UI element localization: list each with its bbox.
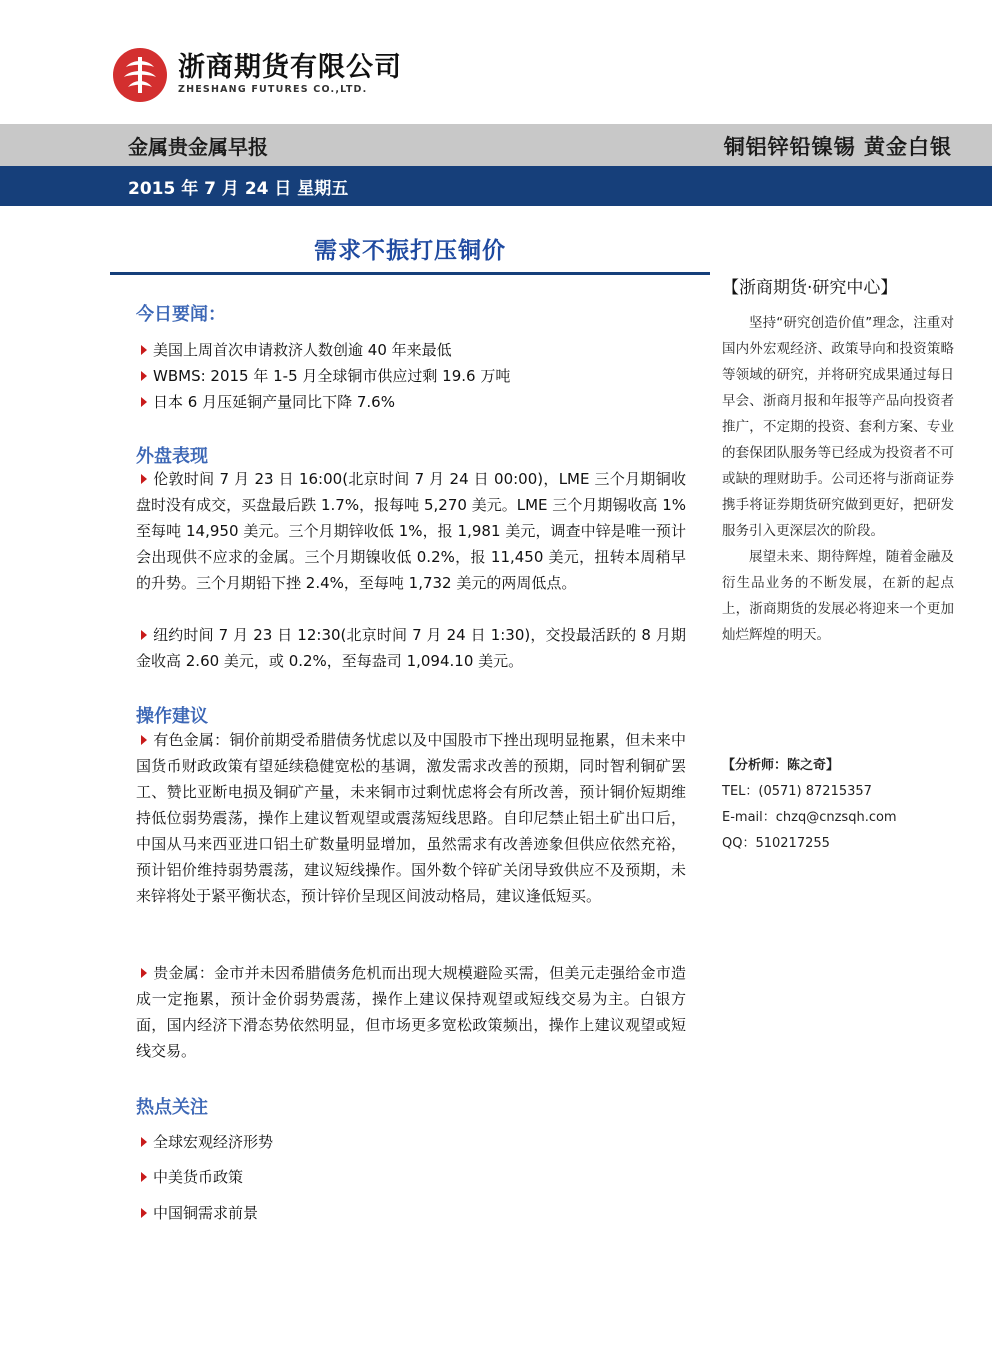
research-center-heading: 【浙商期货·研究中心】 <box>722 278 898 298</box>
analyst-contact <box>722 753 897 857</box>
analyst-email: E-mail：chzq@cnzsqh.com <box>722 810 897 825</box>
news-item: 日本 6 月压延铜产量同比下降 7.6% <box>136 389 696 415</box>
hot-item: 中国铜需求前景 <box>136 1200 696 1226</box>
hot-item: 全球宏观经济形势 <box>136 1129 696 1155</box>
bullet-arrow-icon <box>141 345 147 355</box>
overseas-paragraph-london: 伦敦时间 7 月 23 日 16:00(北京时间 7 月 24 日 00:00)，LME 三个月期铜收盘时没有成交，买盘最后跌 1.7%，报每吨 5,270 美元。LME 三个月期锡收高 1%至每吨 14,950 美元。三个月期锌收低 1%，报 1,981 美元，调查中锌是唯一预计会出现供不应求的金属。三个月期镍收低 0.2%，报 11,450 美元，扭转本周稍早的升势。三个月期铅下挫 2.4%，至每吨 1,732 美元的两周低点。 <box>136 470 686 592</box>
bullet-arrow-icon <box>141 1137 147 1147</box>
report-date: 2015 年 7 月 24 日 星期五 <box>128 179 349 199</box>
advice-paragraph-precious-metals: 贵金属：金市并未因希腊债务危机而出现大规模避险买需，但美元走强给金市造成一定拖累，预计金价弱势震荡，操作上建议保持观望或短线交易为主。白银方面，国内经济下滑态势依然明显，但市场更多宽松政策频出，操作上建议观望或短线交易。 <box>136 964 686 1060</box>
logo-emblem-icon <box>112 47 168 103</box>
intro-paragraph: 展望未来、期待辉煌，随着金融及衍生品业务的不断发展，在新的起点上，浙商期货的发展必将迎来一个更加灿烂辉煌的明天。 <box>722 549 954 643</box>
news-item: WBMS: 2015 年 1-5 月全球铜市供应过剩 19.6 万吨 <box>136 363 696 389</box>
hot-item: 中美货币政策 <box>136 1164 696 1190</box>
title-divider <box>110 272 710 275</box>
news-heading: 今日要闻： <box>136 304 226 325</box>
analyst-tel: TEL：(0571) 87215357 <box>722 784 872 799</box>
report-title: 需求不振打压铜价 <box>314 238 506 264</box>
bullet-arrow-icon <box>141 1172 147 1182</box>
bullet-arrow-icon <box>141 371 147 381</box>
company-name-en: ZHESHANG FUTURES CO.,LTD. <box>178 84 368 95</box>
company-logo <box>112 46 402 104</box>
advice-heading: 操作建议 <box>136 706 208 727</box>
advice-paragraph-base-metals: 有色金属：铜价前期受希腊债务忧虑以及中国股市下挫出现明显拖累，但未来中国货币财政政策有望延续稳健宽松的基调，激发需求改善的预期，同时智利铜矿罢工、赞比亚断电损及铜矿产量，未来铜市过剩忧虑将会有所改善，预计铜价短期维持低位弱势震荡，操作上建议暂观望或震荡短线思路。自印尼禁止铝土矿出口后，中国从马来西亚进口铝土矿数量明显增加，虽然需求有改善迹象但供应依然充裕，预计铝价维持弱势震荡，建议短线操作。国外数个锌矿关闭导致供应不及预期，未来锌将处于紧平衡状态，预计锌价呈现区间波动格局，建议逢低短买。 <box>136 731 686 905</box>
bullet-arrow-icon <box>141 735 147 745</box>
date-band <box>0 166 992 206</box>
bullet-arrow-icon <box>141 397 147 407</box>
overseas-paragraph-newyork: 纽约时间 7 月 23 日 12:30(北京时间 7 月 24 日 1:30)，交投最活跃的 8 月期金收高 2.60 美元，或 0.2%，至每盎司 1,094.10 美元。 <box>136 626 686 670</box>
report-header-band <box>0 124 992 166</box>
intro-paragraph: 坚持“研究创造价值”理念，注重对国内外宏观经济、政策导向和投资策略等领域的研究，并将研究成果通过每日早会、浙商月报和年报等产品向投资者推广，不定期的投资、套利方案、专业的套保团队服务等已经成为投资者不可或缺的理财助手。公司还将与浙商证券携手将证券期货研究做到更好，把研发服务引入更深层次的阶段。 <box>722 315 954 539</box>
bullet-arrow-icon <box>141 1208 147 1218</box>
hot-heading: 热点关注 <box>136 1097 208 1118</box>
analyst-qq: QQ：510217255 <box>722 836 830 851</box>
bullet-arrow-icon <box>141 474 147 484</box>
bullet-arrow-icon <box>141 968 147 978</box>
company-name-cn: 浙商期货有限公司 <box>178 52 402 83</box>
news-item: 美国上周首次申请救济人数创逾 40 年来最低 <box>136 337 696 363</box>
report-type: 金属贵金属早报 <box>128 135 268 159</box>
research-center-intro <box>722 310 954 648</box>
overseas-heading: 外盘表现 <box>136 446 208 467</box>
metals-covered: 铜铝锌铅镍锡 黄金白银 <box>723 135 952 159</box>
analyst-name: 【分析师：陈之奇】 <box>722 758 840 773</box>
bullet-arrow-icon <box>141 630 147 640</box>
